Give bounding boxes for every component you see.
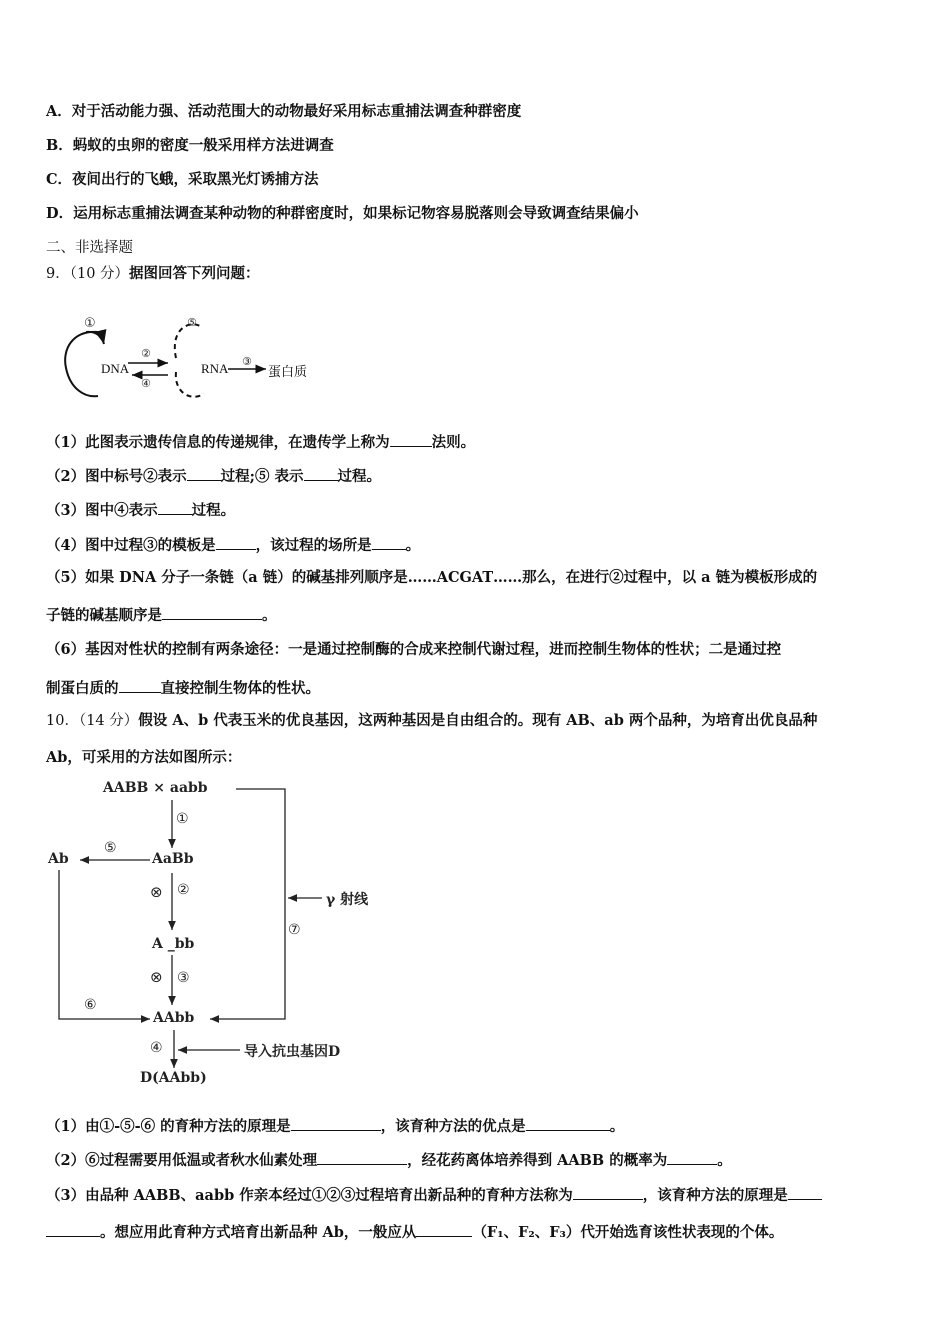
text: （2）图中标号②表示 (46, 468, 187, 485)
dna-label: DNA (101, 361, 130, 376)
q9-number: 9． (46, 266, 70, 282)
selfing-icon: ⊗ (150, 883, 163, 901)
text: （3）由品种 AABB、aabb 作亲本经过①②③过程培育出新品种的育种方法称为 (46, 1187, 573, 1204)
option-text: 运用标志重捕法调查某种动物的种群密度时，如果标记物容易脱落则会导致调查结果偏小 (73, 205, 639, 222)
answer-blank[interactable] (573, 1185, 643, 1200)
text: ，经花药离体培养得到 AABB 的概率为 (407, 1152, 668, 1169)
label-6: ⑥ (84, 997, 97, 1013)
rna-label: RNA (201, 361, 229, 376)
text: （1）此图表示遗传信息的传递规律，在遗传学上称为 (46, 434, 390, 451)
option-letter: B． (46, 137, 73, 154)
a-bb: A _bb (152, 936, 195, 952)
option-letter: A． (46, 103, 72, 120)
ab-variety: Ab (48, 851, 69, 867)
answer-blank[interactable] (317, 1150, 407, 1165)
q10-score: （14 分） (78, 713, 139, 729)
gamma-ray-label: γ 射线 (326, 892, 369, 908)
option-letter: C． (46, 171, 73, 188)
text: 法则。 (431, 434, 476, 451)
answer-blank[interactable] (416, 1222, 472, 1237)
text: （4）图中过程③的模板是 (46, 537, 216, 554)
q9-score: （10 分） (69, 266, 130, 282)
section-title: 二、非选择题 (46, 240, 133, 256)
label-5: ⑤ (104, 840, 117, 856)
text: （1）由①-⑤-⑥ 的育种方法的原理是 (46, 1118, 291, 1135)
text: 过程。 (337, 468, 381, 485)
option-text: 夜间出行的飞蛾，采取黑光灯诱捕方法 (72, 171, 319, 188)
q10-item-3-line2 (46, 1222, 783, 1242)
label-7: ⑦ (288, 922, 301, 938)
text: 过程。 (191, 502, 236, 519)
q10-item-1 (46, 1116, 624, 1136)
insert-gene-label: 导入抗虫基因D (244, 1044, 341, 1060)
text: 制蛋白质的 (46, 680, 119, 697)
text: 直接控制生物体的性状。 (160, 680, 320, 697)
f1-aabb: AaBb (152, 851, 194, 867)
text: （F₁、F₂、F₃）代开始选育该性状表现的个体。 (472, 1224, 784, 1241)
label-1: ① (84, 316, 96, 331)
q10-item-2 (46, 1150, 732, 1170)
answer-blank[interactable] (788, 1185, 822, 1200)
label-2: ② (141, 347, 151, 360)
label-5: ⑤ (187, 316, 197, 329)
q10-prompt-line2: Ab，可采用的方法如图所示： (46, 749, 242, 766)
text: （6）基因对性状的控制有两条途径：一是通过控制酶的合成来控制代谢过程，进而控制生物体的性状；二是通过控 (46, 641, 782, 658)
label-4: ④ (150, 1040, 163, 1056)
option-text: 对于活动能力强、活动范围大的动物最好采用标志重捕法调查种群密度 (71, 103, 522, 120)
label-1: ① (176, 811, 189, 827)
text: 过程;⑤ 表示 (220, 468, 304, 485)
text: （3）图中④表示 (46, 502, 158, 519)
label-3: ③ (177, 970, 190, 986)
text: （2）⑥过程需要用低温或者秋水仙素处理 (46, 1152, 318, 1169)
text: ，该育种方法的优点是 (380, 1118, 526, 1135)
text: 。想应用此育种方式培育出新品种 Ab，一般应从 (100, 1224, 417, 1241)
text: ，该过程的场所是 (255, 537, 372, 554)
text: （5）如果 DNA 分子一条链（a 链）的碱基排列顺序是……ACGAT……那么，在进行②过程中，以 a 链为模板形成的 (46, 569, 818, 586)
text: ，该育种方法的原理是 (642, 1187, 788, 1204)
protein-label: 蛋白质 (268, 364, 308, 379)
selfing-icon: ⊗ (150, 968, 163, 986)
answer-blank[interactable] (46, 1222, 100, 1237)
option-letter: D． (46, 205, 74, 222)
d-aabb: D(AAbb) (140, 1070, 207, 1086)
label-4: ④ (141, 377, 151, 390)
label-3: ③ (242, 355, 252, 368)
answer-blank[interactable] (291, 1116, 381, 1131)
parents-cross: AABB × aabb (103, 780, 208, 796)
aabb-target: AAbb (153, 1010, 195, 1026)
answer-blank[interactable] (526, 1116, 610, 1131)
text: 子链的碱基顺序是 (46, 607, 162, 624)
text: 。 (609, 1118, 625, 1135)
answer-blank[interactable] (667, 1150, 717, 1165)
option-text: 蚂蚁的虫卵的密度一般采用样方法进调查 (72, 137, 334, 154)
q10-prompt: 假设 A、b 代表玉米的优良基因，这两种基因是自由组合的。现有 AB、ab 两个品种，为培育出优良品种 (138, 712, 818, 729)
q9-prompt: 据图回答下列问题： (129, 265, 260, 282)
text: 。 (717, 1152, 732, 1169)
label-2: ② (177, 882, 190, 898)
text: 。 (405, 537, 421, 554)
q10-item-3 (46, 1185, 822, 1205)
q10-number: 10． (46, 713, 79, 729)
text: 。 (262, 607, 277, 624)
